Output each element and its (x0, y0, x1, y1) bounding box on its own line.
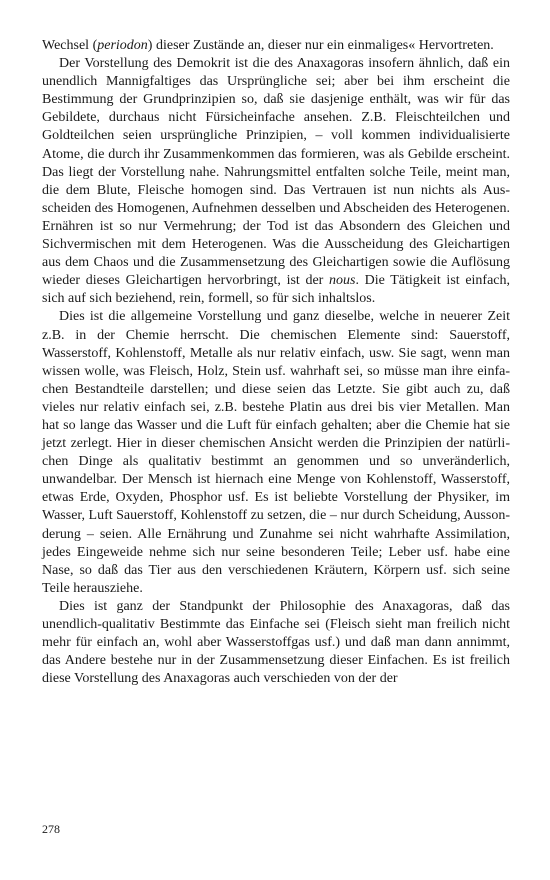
paragraph-3-seg-1: Dies ist die allgemeine Vorstellung und ganz dieselbe, welche in neuerer Zeit z.B. in der Chemie herrscht. Die chemischen Elemente sind: Sauerstoff, Wasserstoff, Kohlenstoff, Metalle als nur relativ einfach, usw. Sie sagt, wenn man wissen wolle, was Fleisch, Holz, Stein usf. wahrhaft sei, so müsse man ihre einfachen Bestandteile darstellen; und diese seien das Letzte. Sie gibt auch zu, daß vieles nur relativ einfach sei, z.B. bestehe Platin aus drei bis vier Metallen. Man hat so lange das Wasser und die Luft für einfach gehalten; aber die Chemie hat sie jetzt zerlegt. Hier in dieser chemischen Ansicht werden die Prinzipien der natürlichen Dinge als qualitativ bestimmt an genommen und so unveränderlich, unwandelbar. Der Mensch ist hiernach eine Menge von Kohlenstoff, Wasserstoff, etwas Erde, Oxyden, Phosphor usf. Es ist beliebte Vorstellung der Physiker, im Wasser, Luft Sauerstoff, Kohlenstoff zu setzen, die – nur durch Scheidung, Aussonderung – seien. Alle Ernährung und Zunahme sei nicht wahrhafte Assimilation, jedes Eingeweide nehme sich nur seine besonderen Teile; Leber usf. habe eine Nase, so daß das Tier aus den verschiedenen Kräutern, Körpern usf. sich seine Teile herausziehe. (42, 309, 510, 596)
paragraph-4-seg-1: Dies ist ganz der Standpunkt der Philosophie des Anaxagoras, daß das unendlich-qualitativ Bestimmte das Einfache sei (Fleisch sieht man freilich nicht mehr für einfach an, wohl aber Wasserstoffgas usf.) und daß man dann annimmt, das Andere bestehe nur in der Zusammensetzung dieser Einfachen. Es ist freilich diese Vorstellung des Anaxagoras auch verschieden von der der (42, 598, 510, 687)
paragraph-2-seg-3: . Die Tätigkeit ist einfach, sich auf sich beziehend, rein, formell, so für sich inhaltslos. (42, 273, 511, 307)
paragraph-3 (42, 308, 510, 598)
page-number: 278 (42, 822, 60, 836)
paragraph-1-seg-3: ) dieser Zustände an, dieser nur ein einmaliges« Hervortreten. (147, 38, 494, 53)
paragraph-4 (42, 598, 510, 688)
paragraph-2 (42, 55, 510, 308)
paragraph-2-italic-term: nous (329, 273, 356, 289)
paragraph-2-seg-1: Der Vorstellung des Demokrit ist die des Anaxagoras insofern ähnlich, daß ein unendlich Mannigfaltiges das Ursprüngliche sei; aber bei ihm erscheint die Bestimmung der Grundprinzipien so, daß sie dasjenige enthält, was wir für das Gebildete, durchaus nicht Fürsicheinfache ansehen. Z.B. Fleischteilchen und Goldteilchen seien ursprüngliche Prinzipien, – voll kommen individualisierte Atome, die durch ihr Zusammenkommen das formieren, was als Gebilde erscheint. Das liegt der Vorstellung nahe. Nahrungsmittel entfalten solche Teile, meint man, die dem Blute, Fleische homogen sind. Das Vertrauen ist nun nichts als Ausscheiden des Homogenen, Aufnehmen desselben und Abscheiden des Heterogenen. Ernähren ist so nur Vermehrung; der Tod ist das Absondern des Gleichen und Sichvermischen mit dem Heterogenen. Was die Ausscheidung des Gleichartigen aus dem Chaos und die Zusammensetzung des Gleichartigen sowie die Auflösung wieder dieses Gleichartigen hervorbringt, ist der (42, 56, 510, 289)
paragraph-1 (42, 37, 510, 55)
paragraph-1-seg-1: Wechsel ( (42, 38, 98, 53)
body-text (42, 37, 510, 688)
paragraph-1-italic-term: periodon (97, 38, 148, 53)
